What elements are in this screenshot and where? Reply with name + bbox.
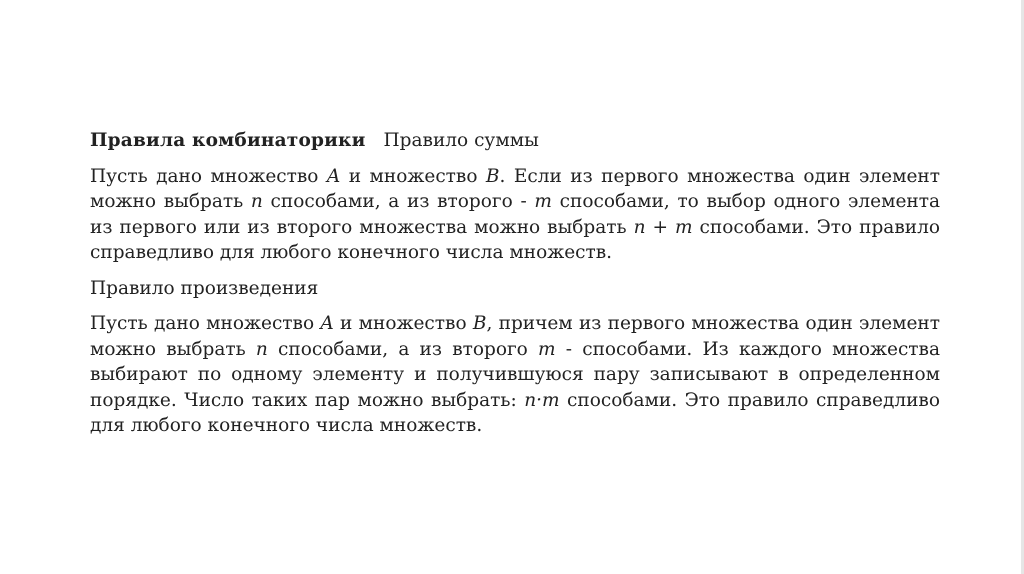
section-heading bbox=[90, 128, 940, 154]
sum-rule-text-5: способами, то выбор одного элемента из первого или из второго множества можно выбрать bbox=[90, 191, 941, 238]
m-symbol: m bbox=[538, 338, 556, 360]
sum-rule-text-2: и множество bbox=[340, 165, 486, 187]
product-rule-text-1: Пусть дано множество bbox=[90, 313, 321, 334]
set-a-symbol: A bbox=[320, 313, 334, 334]
product-rule-text-3: , причем из первого множества один элемент можно выбрать bbox=[90, 313, 940, 360]
sum-rule-text-6: способами. Это правило справедливо для любого конечного числа множеств. bbox=[90, 216, 940, 263]
product-rule-paragraph bbox=[90, 311, 940, 439]
product-rule-text-4: способами, а из второго bbox=[267, 338, 538, 360]
sum-rule-text-3: . Если из первого множества один элемент можно выбрать bbox=[90, 165, 940, 212]
m-symbol: m bbox=[534, 191, 552, 212]
set-a-symbol: A bbox=[326, 165, 341, 187]
sum-rule-text-1: Пусть дано множество bbox=[90, 165, 327, 187]
product-rule-title: Правило произведения bbox=[90, 277, 319, 299]
n-times-m-formula: n·m bbox=[524, 389, 560, 411]
set-b-symbol: B bbox=[472, 313, 487, 334]
set-b-symbol: B bbox=[485, 165, 500, 187]
section-title: Правила комбинаторики bbox=[90, 130, 366, 151]
product-rule-text-6: способами. Это правило справедливо для любого конечного числа множеств. bbox=[90, 389, 940, 436]
section-subtitle: Правило суммы bbox=[383, 130, 539, 151]
n-plus-m-formula: n + m bbox=[633, 216, 693, 238]
n-symbol: n bbox=[250, 191, 263, 212]
slide-content bbox=[90, 128, 940, 449]
sum-rule-text-4: способами, а из второго - bbox=[262, 191, 535, 212]
sum-rule-paragraph bbox=[90, 164, 940, 266]
product-rule-text-5: - способами. Из каждого множества выбирают по одному элементу и получившуюся пару записывают в определенном порядке. Число таких пар можно выбрать: bbox=[90, 338, 940, 411]
product-rule-text-2: и множество bbox=[333, 313, 473, 334]
n-symbol: n bbox=[255, 338, 268, 360]
